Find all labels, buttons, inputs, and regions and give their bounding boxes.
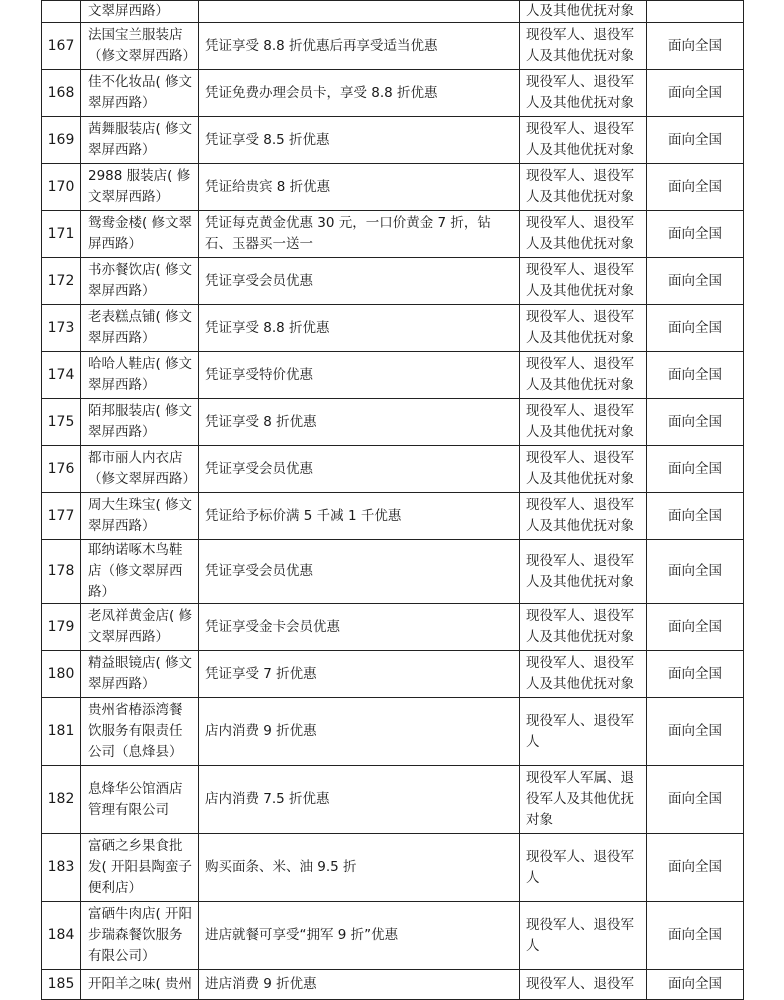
offer-detail-cell: 店内消费 9 折优惠 <box>199 698 520 766</box>
service-scope-cell: 面向全国 <box>647 117 744 164</box>
offer-detail-cell: 凭证享受 7 折优惠 <box>199 651 520 698</box>
table-row <box>42 211 744 258</box>
target-group-cell: 现役军人、退役军 <box>520 970 647 1000</box>
service-scope-cell: 面向全国 <box>647 23 744 70</box>
service-scope-cell: 面向全国 <box>647 902 744 970</box>
merchant-name-cell: 茜舞服装店( 修文翠屏西路） <box>81 117 199 164</box>
service-scope-cell: 面向全国 <box>647 305 744 352</box>
row-number-cell: 179 <box>42 604 81 651</box>
merchant-name-cell: 都市丽人内衣店（修文翠屏西路） <box>81 446 199 493</box>
merchant-name-cell: 贵州省椿添湾餐饮服务有限责任公司（息烽县） <box>81 698 199 766</box>
row-number-cell: 185 <box>42 970 81 1000</box>
target-group-cell: 现役军人、退役军人及其他优抚对象 <box>520 211 647 258</box>
merchant-name-cell: 哈哈人鞋店( 修文翠屏西路） <box>81 352 199 399</box>
table-row <box>42 258 744 305</box>
table-row <box>42 70 744 117</box>
merchant-name-cell: 富硒牛肉店( 开阳步瑞森餐饮服务有限公司） <box>81 902 199 970</box>
row-number-cell: 168 <box>42 70 81 117</box>
table-row <box>42 23 744 70</box>
offer-detail-cell: 凭证享受特价优惠 <box>199 352 520 399</box>
target-group-cell: 现役军人、退役军人 <box>520 834 647 902</box>
table-row <box>42 834 744 902</box>
document-page <box>41 0 743 1000</box>
service-scope-cell: 面向全国 <box>647 446 744 493</box>
offer-detail-cell: 进店消费 9 折优惠 <box>199 970 520 1000</box>
target-group-cell: 现役军人、退役军人 <box>520 698 647 766</box>
table-row <box>42 902 744 970</box>
target-group-cell: 现役军人、退役军人及其他优抚对象 <box>520 651 647 698</box>
table-row <box>42 446 744 493</box>
merchant-name-cell: 开阳羊之味( 贵州 <box>81 970 199 1000</box>
merchant-name-cell: 法国宝兰服装店（修文翠屏西路） <box>81 23 199 70</box>
table-row <box>42 766 744 834</box>
service-scope-cell: 面向全国 <box>647 352 744 399</box>
target-group-cell: 现役军人军属、退役军人及其他优抚对象 <box>520 766 647 834</box>
table-row <box>42 604 744 651</box>
table-row <box>42 399 744 446</box>
table-row <box>42 352 744 399</box>
service-scope-cell: 面向全国 <box>647 604 744 651</box>
offer-detail-cell: 凭证享受会员优惠 <box>199 258 520 305</box>
merchant-name-cell: 耶纳诺啄木鸟鞋店（修文翠屏西路） <box>81 540 199 604</box>
offer-detail-cell: 凭证享受会员优惠 <box>199 540 520 604</box>
table-row <box>42 493 744 540</box>
table-row <box>42 1 744 23</box>
offer-detail-cell: 凭证享受 8 折优惠 <box>199 399 520 446</box>
service-scope-cell <box>647 1 744 23</box>
row-number-cell: 173 <box>42 305 81 352</box>
target-group-cell: 现役军人、退役军人及其他优抚对象 <box>520 70 647 117</box>
merchant-name-cell: 文翠屏西路） <box>81 1 199 23</box>
row-number-cell: 178 <box>42 540 81 604</box>
merchant-name-cell: 鸳鸯金楼( 修文翠屏西路） <box>81 211 199 258</box>
row-number-cell: 180 <box>42 651 81 698</box>
table-row <box>42 117 744 164</box>
merchant-name-cell: 佳不化妆品( 修文翠屏西路） <box>81 70 199 117</box>
target-group-cell: 现役军人、退役军人及其他优抚对象 <box>520 23 647 70</box>
offer-detail-cell: 凭证给予标价满 5 千减 1 千优惠 <box>199 493 520 540</box>
table-row <box>42 305 744 352</box>
target-group-cell: 现役军人、退役军人及其他优抚对象 <box>520 117 647 164</box>
row-number-cell: 175 <box>42 399 81 446</box>
merchant-name-cell: 精益眼镜店( 修文翠屏西路） <box>81 651 199 698</box>
service-scope-cell: 面向全国 <box>647 766 744 834</box>
row-number-cell: 184 <box>42 902 81 970</box>
service-scope-cell: 面向全国 <box>647 164 744 211</box>
offer-detail-cell: 凭证给贵宾 8 折优惠 <box>199 164 520 211</box>
merchant-name-cell: 陌邦服装店( 修文翠屏西路） <box>81 399 199 446</box>
offer-detail-cell: 凭证每克黄金优惠 30 元，一口价黄金 7 折，钻石、玉器买一送一 <box>199 211 520 258</box>
target-group-cell: 现役军人、退役军人及其他优抚对象 <box>520 258 647 305</box>
target-group-cell: 现役军人、退役军人及其他优抚对象 <box>520 399 647 446</box>
service-scope-cell: 面向全国 <box>647 211 744 258</box>
service-scope-cell: 面向全国 <box>647 651 744 698</box>
target-group-cell: 现役军人、退役军人及其他优抚对象 <box>520 352 647 399</box>
merchant-name-cell: 息烽华公馆酒店管理有限公司 <box>81 766 199 834</box>
offer-detail-cell <box>199 1 520 23</box>
offer-detail-cell: 购买面条、米、油 9.5 折 <box>199 834 520 902</box>
row-number-cell: 171 <box>42 211 81 258</box>
row-number-cell: 174 <box>42 352 81 399</box>
target-group-cell: 现役军人、退役军人及其他优抚对象 <box>520 493 647 540</box>
service-scope-cell: 面向全国 <box>647 493 744 540</box>
offer-detail-cell: 进店就餐可享受“拥军 9 折”优惠 <box>199 902 520 970</box>
row-number-cell <box>42 1 81 23</box>
table-row <box>42 540 744 604</box>
row-number-cell: 183 <box>42 834 81 902</box>
merchant-name-cell: 2988 服装店( 修文翠屏西路） <box>81 164 199 211</box>
service-scope-cell: 面向全国 <box>647 834 744 902</box>
target-group-cell: 人及其他优抚对象 <box>520 1 647 23</box>
target-group-cell: 现役军人、退役军人 <box>520 902 647 970</box>
table-row <box>42 164 744 211</box>
offer-detail-cell: 凭证享受 8.8 折优惠后再享受适当优惠 <box>199 23 520 70</box>
merchant-name-cell: 富硒之乡果食批发( 开阳县陶蛮子便利店） <box>81 834 199 902</box>
target-group-cell: 现役军人、退役军人及其他优抚对象 <box>520 164 647 211</box>
row-number-cell: 177 <box>42 493 81 540</box>
table-body <box>42 1 744 1000</box>
row-number-cell: 172 <box>42 258 81 305</box>
row-number-cell: 181 <box>42 698 81 766</box>
row-number-cell: 170 <box>42 164 81 211</box>
offer-detail-cell: 凭证享受 8.5 折优惠 <box>199 117 520 164</box>
row-number-cell: 182 <box>42 766 81 834</box>
service-scope-cell: 面向全国 <box>647 70 744 117</box>
service-scope-cell: 面向全国 <box>647 698 744 766</box>
row-number-cell: 167 <box>42 23 81 70</box>
merchant-name-cell: 老表糕点铺( 修文翠屏西路） <box>81 305 199 352</box>
service-scope-cell: 面向全国 <box>647 540 744 604</box>
row-number-cell: 169 <box>42 117 81 164</box>
target-group-cell: 现役军人、退役军人及其他优抚对象 <box>520 540 647 604</box>
row-number-cell: 176 <box>42 446 81 493</box>
offer-detail-cell: 凭证享受会员优惠 <box>199 446 520 493</box>
service-scope-cell: 面向全国 <box>647 258 744 305</box>
merchant-name-cell: 周大生珠宝( 修文翠屏西路） <box>81 493 199 540</box>
merchant-name-cell: 老凤祥黄金店( 修文翠屏西路） <box>81 604 199 651</box>
offer-detail-cell: 店内消费 7.5 折优惠 <box>199 766 520 834</box>
target-group-cell: 现役军人、退役军人及其他优抚对象 <box>520 604 647 651</box>
target-group-cell: 现役军人、退役军人及其他优抚对象 <box>520 305 647 352</box>
offer-detail-cell: 凭证免费办理会员卡，享受 8.8 折优惠 <box>199 70 520 117</box>
offer-detail-cell: 凭证享受 8.8 折优惠 <box>199 305 520 352</box>
table-row <box>42 698 744 766</box>
preferential-merchants-table <box>41 0 744 1000</box>
table-row <box>42 651 744 698</box>
target-group-cell: 现役军人、退役军人及其他优抚对象 <box>520 446 647 493</box>
merchant-name-cell: 书亦餐饮店( 修文翠屏西路） <box>81 258 199 305</box>
service-scope-cell: 面向全国 <box>647 970 744 1000</box>
table-row <box>42 970 744 1000</box>
service-scope-cell: 面向全国 <box>647 399 744 446</box>
offer-detail-cell: 凭证享受金卡会员优惠 <box>199 604 520 651</box>
